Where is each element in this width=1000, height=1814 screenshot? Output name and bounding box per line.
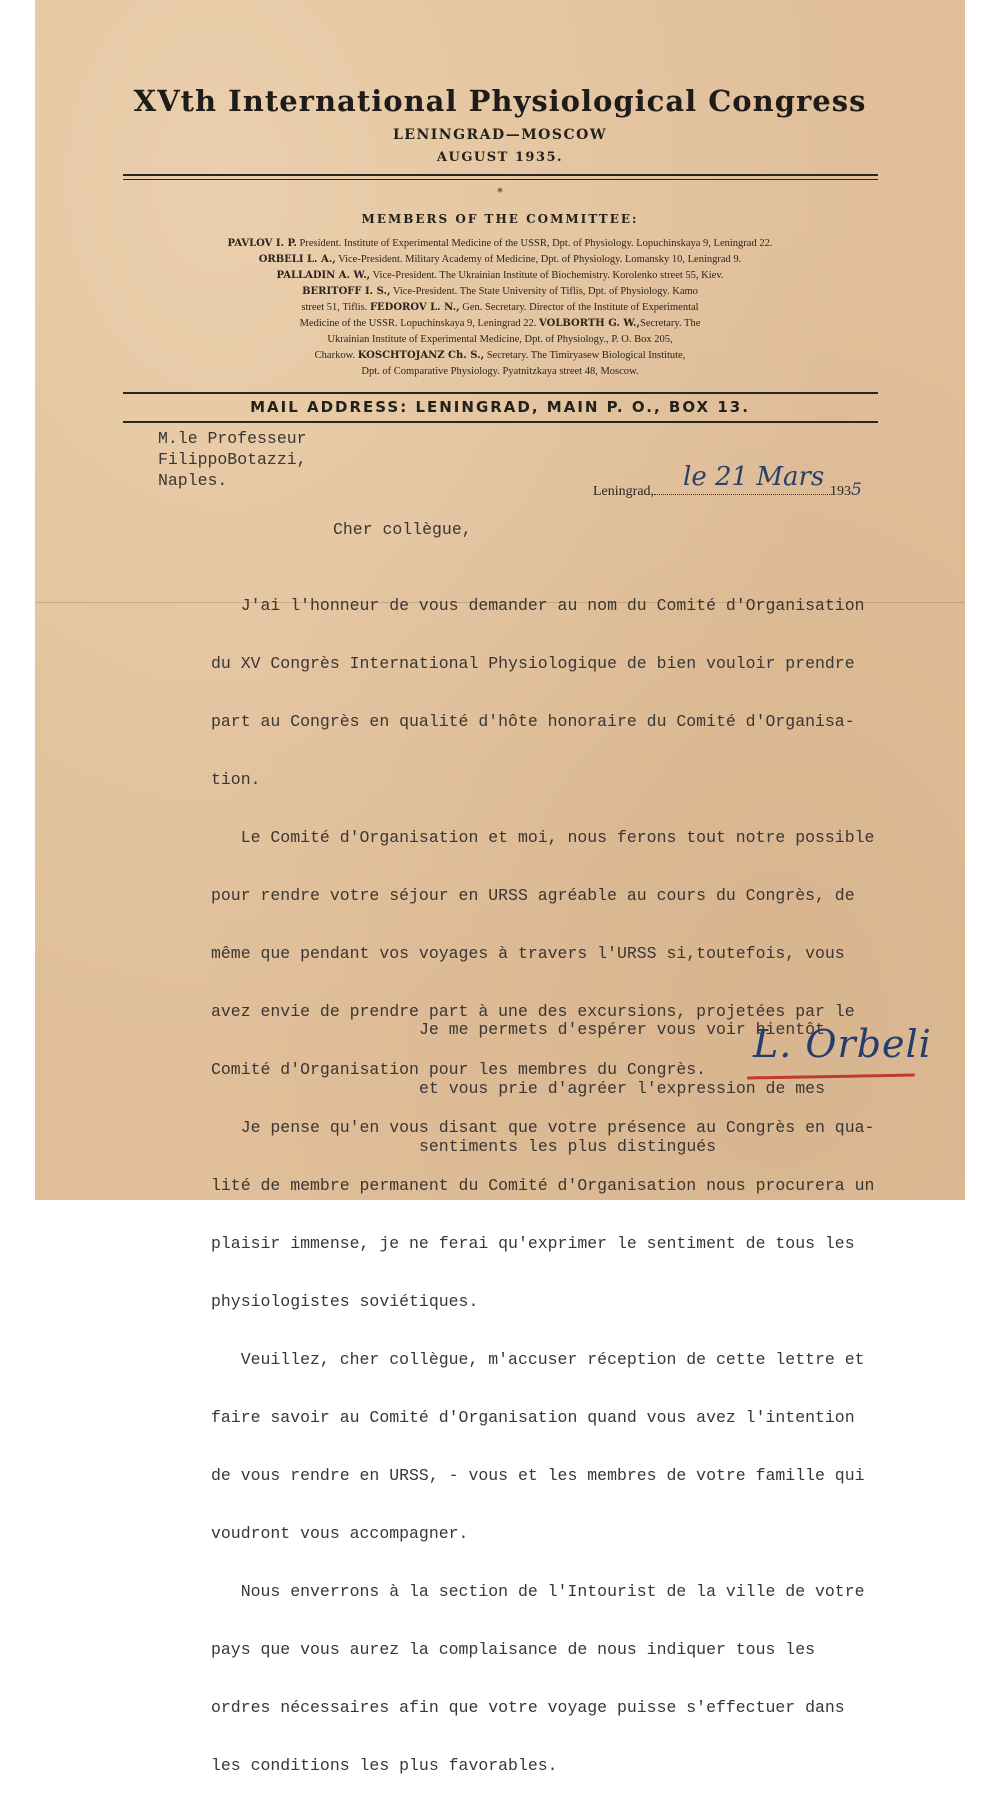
member-details: Secretary. The bbox=[640, 318, 701, 329]
body-line: avez envie de prendre part à une des excursions, projetées par le bbox=[211, 1001, 855, 1021]
committee-heading: MEMBERS OF THE COMMITTEE: bbox=[361, 212, 639, 226]
handwritten-signature: L. Orbeli bbox=[753, 1022, 932, 1066]
member-name: BERITOFF I. S., bbox=[302, 286, 391, 297]
committee-members bbox=[35, 236, 965, 380]
body-line: pour rendre votre séjour en URSS agréable au cours du Congrès, de bbox=[211, 885, 855, 905]
member-name: PALLADIN A. W., bbox=[276, 270, 371, 281]
mail-rule-top bbox=[123, 392, 878, 394]
member-details: Ukrainian Institute of Experimental Medicine, Dpt. of Physiology., P. O. Box 205, bbox=[327, 334, 673, 345]
mail-rule-bottom bbox=[123, 421, 878, 423]
letter-sheet bbox=[35, 0, 965, 1776]
member-details: Gen. Secretary. Director of the Institute of Experimental bbox=[459, 302, 699, 313]
closing-line: et vous prie d'agréer l'expression de mes bbox=[419, 1078, 825, 1098]
body-line: faire savoir au Comité d'Organisation quand vous avez l'intention bbox=[211, 1408, 855, 1428]
member-details: Secretary. The Timiryasew Biological Institute, bbox=[484, 350, 686, 361]
congress-cities: LENINGRAD—MOSCOW bbox=[392, 127, 608, 143]
body-line: ordres nécessaires afin que votre voyage puisse s'effectuer dans bbox=[211, 1698, 845, 1718]
body-line: Veuillez, cher collègue, m'accuser réception de cette lettre et bbox=[211, 1350, 865, 1370]
closing-line: sentiments les plus distingués bbox=[419, 1137, 717, 1156]
member-name: PAVLOV I. P. bbox=[227, 238, 297, 249]
member-name: KOSCHTOJANZ Ch. S., bbox=[357, 350, 485, 361]
body-line: du XV Congrès International Physiologique de bien vouloir prendre bbox=[211, 653, 855, 673]
body-line: pays que vous aurez la complaisance de nous indiquer tous les bbox=[211, 1640, 815, 1660]
header-rule-thick bbox=[123, 174, 878, 176]
body-line: tion. bbox=[211, 769, 261, 789]
member-details: Charkow. bbox=[314, 350, 358, 361]
member-name: VOLBORTH G. W., bbox=[539, 318, 641, 329]
body-line: lité de membre permanent du Comité d'Organisation nous procurera un bbox=[211, 1176, 875, 1195]
header-rule-thin bbox=[123, 179, 878, 180]
body-line: de vous rendre en URSS, - vous et les membres de votre famille qui bbox=[211, 1466, 865, 1486]
closing-block bbox=[419, 981, 825, 1196]
year-digit-handwritten: 5 bbox=[851, 480, 862, 500]
body-line: Je pense qu'en vous disant que votre présence au Congrès en qua- bbox=[211, 1117, 875, 1137]
congress-date: AUGUST 1935. bbox=[436, 150, 564, 165]
body-line: même que pendant vos voyages à travers l'URSS si,toutefois, vous bbox=[211, 943, 845, 963]
member-name: ORBELI L. A., bbox=[258, 254, 336, 265]
member-line bbox=[35, 364, 965, 380]
member-details: Vice-President. Military Academy of Medicine, Dpt. of Physiology. Lomansky 10, Leningrad 9. bbox=[335, 254, 742, 265]
member-details: Vice-President. The State University of Tiflis, Dpt. of Physiology. Kamo bbox=[390, 286, 698, 297]
member-details: President. Institute of Experimental Medicine of the USSR, Dpt. of Physiology. Lopuchinskaya 9, Leningrad 22. bbox=[296, 238, 773, 249]
member-line bbox=[35, 268, 965, 284]
addressee-line: M.le Professeur bbox=[158, 429, 307, 448]
member-details: street 51, Tiflis. bbox=[301, 302, 370, 313]
member-line bbox=[35, 252, 965, 268]
closing-line: Je me permets d'espérer vous voir bientôt bbox=[419, 1020, 825, 1039]
body-line: Comité d'Organisation pour les membres du Congrès. bbox=[211, 1059, 707, 1079]
addressee-line: FilippoBotazzi, bbox=[158, 450, 307, 469]
body-line: Nous enverrons à la section de l'Intourist de la ville de votre bbox=[211, 1582, 865, 1602]
member-line bbox=[35, 284, 965, 300]
year bbox=[830, 480, 862, 500]
body-line: physiologistes soviétiques. bbox=[211, 1292, 479, 1312]
body-line: Le Comité d'Organisation et moi, nous ferons tout notre possible bbox=[211, 827, 875, 847]
member-details: Vice-President. The Ukrainian Institute of Biochemistry. Korolenko street 55, Kiev. bbox=[370, 270, 724, 281]
member-details: Medicine of the USSR. Lopuchinskaya 9, Leningrad 22. bbox=[299, 318, 540, 329]
mail-address: MAIL ADDRESS: LENINGRAD, MAIN P. O., BOX 13. bbox=[250, 398, 750, 416]
body-line: les conditions les plus favorables. bbox=[211, 1756, 558, 1776]
year-prefix: 193 bbox=[830, 484, 851, 499]
member-line bbox=[35, 348, 965, 364]
body-line: J'ai l'honneur de vous demander au nom du Comité d'Organisation bbox=[211, 595, 865, 615]
member-line bbox=[35, 300, 965, 316]
member-line bbox=[35, 236, 965, 252]
body-line: plaisir immense, je ne ferai qu'exprimer le sentiment de tous les bbox=[211, 1234, 855, 1254]
congress-title: XVth International Physiological Congress bbox=[133, 84, 867, 118]
handwritten-date: le 21 Mars bbox=[683, 462, 825, 492]
place-label: Leningrad, bbox=[593, 484, 655, 499]
member-name: FEDOROV L. N., bbox=[369, 302, 460, 313]
addressee-block bbox=[158, 428, 307, 491]
salutation: Cher collègue, bbox=[333, 520, 472, 539]
member-line bbox=[35, 316, 965, 332]
ornament-star: * bbox=[497, 186, 503, 199]
addressee-line: Naples. bbox=[158, 471, 228, 490]
member-details: Dpt. of Comparative Physiology. Pyatnitzkaya street 48, Moscow. bbox=[361, 366, 639, 377]
body-line: part au Congrès en qualité d'hôte honoraire du Comité d'Organisa- bbox=[211, 711, 855, 731]
member-line bbox=[35, 332, 965, 348]
body-line: voudront vous accompagner. bbox=[211, 1524, 469, 1544]
